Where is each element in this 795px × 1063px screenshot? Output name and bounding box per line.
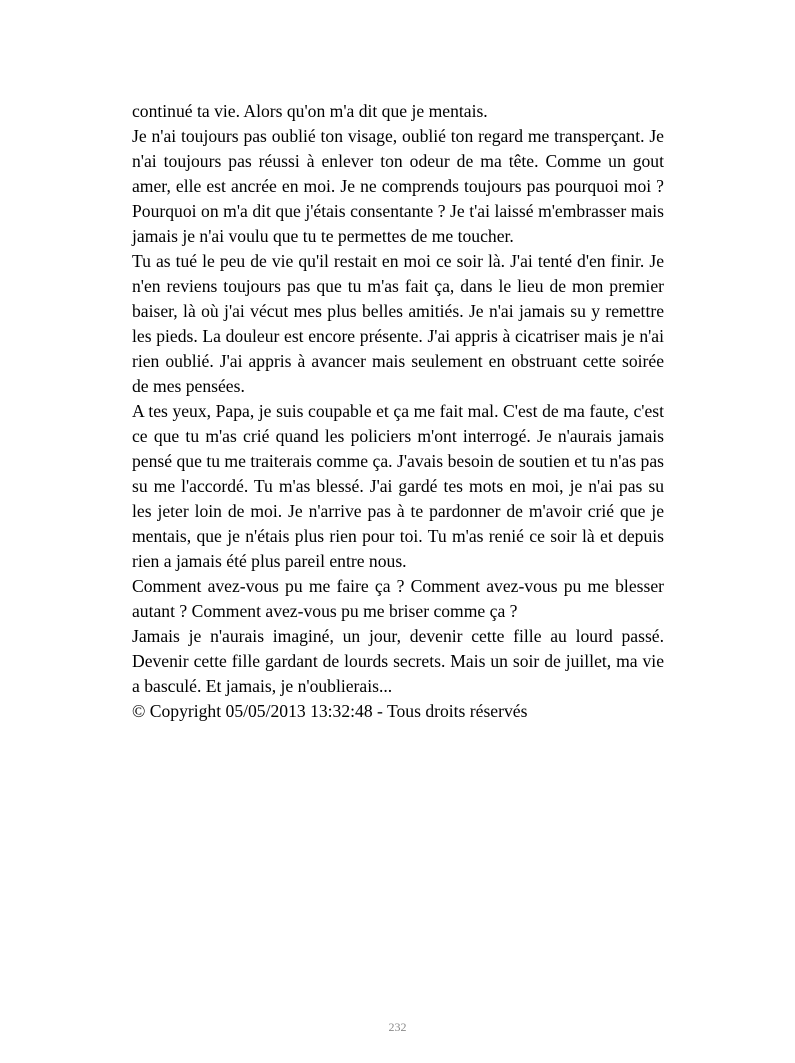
paragraph: continué ta vie. Alors qu'on m'a dit que je mentais.	[132, 101, 488, 121]
paragraph: Comment avez-vous pu me faire ça ? Comment avez-vous pu me blesser autant ? Comment avez-vous pu me briser comme ça ?	[132, 576, 664, 621]
paragraph: Tu as tué le peu de vie qu'il restait en moi ce soir là. J'ai tenté d'en finir. Je n'en reviens toujours pas que tu m'as fait ça, dans le lieu de mon premier baiser, là où j'ai vécut mes plus belles amitiés. Je n'ai jamais su y remettre les pieds. La douleur est encore présente. J'ai appris à cicatriser mais je n'ai rien oublié. J'ai appris à avancer mais seulement en obstruant cette soirée de mes pensées.	[132, 251, 664, 396]
paragraph: Jamais je n'aurais imaginé, un jour, devenir cette fille au lourd passé. Devenir cette fille gardant de lourds secrets. Mais un soir de juillet, ma vie a basculé. Et jamais, je n'oublierais...	[132, 626, 664, 696]
copyright-notice: © Copyright 05/05/2013 13:32:48 - Tous droits réservés	[132, 701, 528, 721]
page-number: 232	[388, 1020, 407, 1034]
paragraph: Je n'ai toujours pas oublié ton visage, oublié ton regard me transperçant. Je n'ai toujours pas réussi à enlever ton odeur de ma tête. Comme un gout amer, elle est ancrée en moi. Je ne comprends toujours pas pourquoi moi ? Pourquoi on m'a dit que j'étais consentante ? Je t'ai laissé m'embrasser mais jamais je n'ai voulu que tu te permettes de me toucher.	[132, 126, 664, 246]
body-text	[132, 99, 664, 724]
paragraph: A tes yeux, Papa, je suis coupable et ça me fait mal. C'est de ma faute, c'est ce que tu m'as crié quand les policiers m'ont interrogé. Je n'aurais jamais pensé que tu me traiterais comme ça. J'avais besoin de soutien et tu n'as pas su me l'accordé. Tu m'as blessé. J'ai gardé tes mots en moi, je n'ai pas su les jeter loin de moi. Je n'arrive pas à te pardonner de m'avoir crié que je mentais, que je n'étais plus rien pour toi. Tu m'as renié ce soir là et depuis rien a jamais été plus pareil entre nous.	[132, 401, 664, 571]
